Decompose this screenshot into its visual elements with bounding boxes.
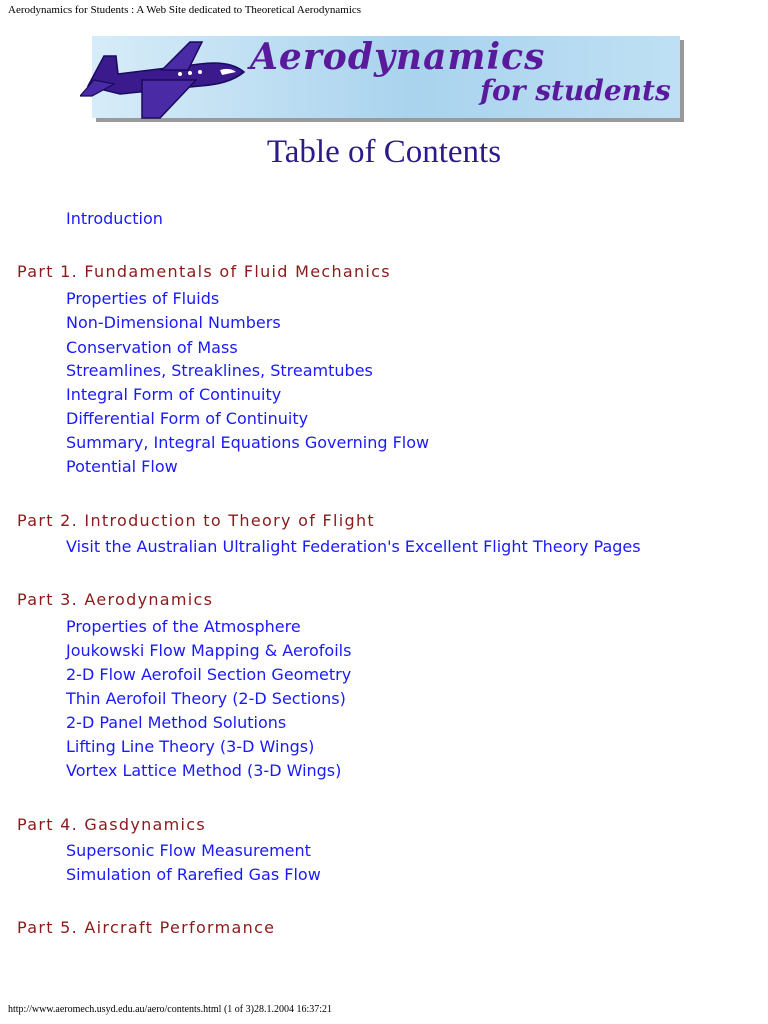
part-5-heading: Part 5. Aircraft Performance: [17, 918, 276, 937]
link-thin-aerofoil-theory[interactable]: Thin Aerofoil Theory (2-D Sections): [66, 689, 346, 708]
link-lifting-line[interactable]: Lifting Line Theory (3-D Wings): [66, 737, 315, 756]
link-potential-flow[interactable]: Potential Flow: [66, 457, 178, 476]
part-4-heading: Part 4. Gasdynamics: [17, 815, 206, 834]
link-flight-theory-pages[interactable]: Visit the Australian Ultralight Federation's Excellent Flight Theory Pages: [66, 537, 641, 556]
link-aerofoil-geometry[interactable]: 2-D Flow Aerofoil Section Geometry: [66, 665, 352, 684]
browser-print-footer: http://www.aeromech.usyd.edu.au/aero/contents.html (1 of 3)28.1.2004 16:37:21: [8, 1004, 333, 1015]
link-summary-integral-equations[interactable]: Summary, Integral Equations Governing Flow: [66, 433, 430, 452]
site-banner[interactable]: [80, 30, 680, 122]
link-non-dimensional-numbers[interactable]: Non-Dimensional Numbers: [66, 313, 281, 332]
link-supersonic-flow[interactable]: Supersonic Flow Measurement: [66, 841, 311, 860]
link-vortex-lattice[interactable]: Vortex Lattice Method (3-D Wings): [66, 761, 342, 780]
link-properties-atmosphere[interactable]: Properties of the Atmosphere: [66, 617, 301, 636]
link-panel-method[interactable]: 2-D Panel Method Solutions: [66, 713, 287, 732]
part-1-heading: Part 1. Fundamentals of Fluid Mechanics: [17, 262, 391, 281]
page-title: Table of Contents: [266, 134, 502, 170]
link-conservation-of-mass[interactable]: Conservation of Mass: [66, 338, 238, 357]
link-joukowski[interactable]: Joukowski Flow Mapping & Aerofoils: [66, 641, 352, 660]
part-2-heading: Part 2. Introduction to Theory of Flight: [17, 511, 375, 530]
link-differential-continuity[interactable]: Differential Form of Continuity: [66, 409, 309, 428]
banner-subtitle: for students: [480, 74, 671, 107]
link-streamlines[interactable]: Streamlines, Streaklines, Streamtubes: [66, 361, 373, 380]
browser-print-header: Aerodynamics for Students : A Web Site dedicated to Theoretical Aerodynamics: [8, 4, 362, 16]
link-introduction[interactable]: Introduction: [66, 209, 163, 228]
banner-title: Aerodynamics: [250, 36, 546, 78]
link-properties-of-fluids[interactable]: Properties of Fluids: [66, 289, 220, 308]
link-rarefied-gas[interactable]: Simulation of Rarefied Gas Flow: [66, 865, 321, 884]
link-integral-continuity[interactable]: Integral Form of Continuity: [66, 385, 282, 404]
part-3-heading: Part 3. Aerodynamics: [17, 590, 214, 609]
airplane-icon: [80, 34, 250, 122]
